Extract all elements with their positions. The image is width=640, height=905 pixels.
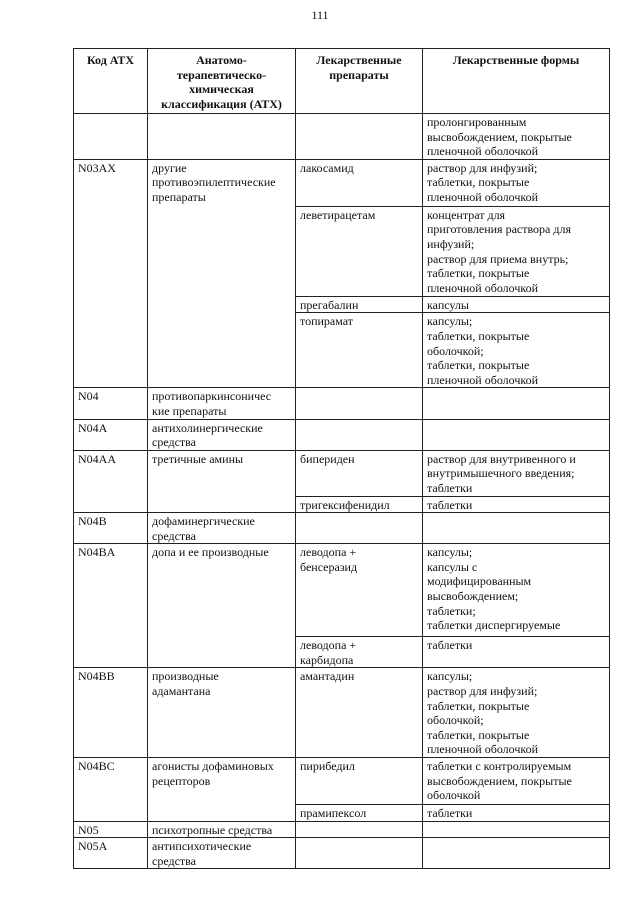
table-cell xyxy=(74,114,148,160)
table-cell: третичные амины xyxy=(148,450,296,512)
table-cell xyxy=(423,821,610,838)
table-row xyxy=(74,114,610,160)
table-cell xyxy=(423,419,610,450)
header-drugs: Лекарственные препараты xyxy=(296,49,423,114)
table-row xyxy=(74,758,610,805)
table-cell: N04BB xyxy=(74,668,148,758)
table-cell xyxy=(296,821,423,838)
table-cell: лакосамид xyxy=(296,159,423,206)
table-cell: раствор для инфузий; таблетки, покрытые пленочной оболочкой xyxy=(423,159,610,206)
table-row xyxy=(74,821,610,838)
table-cell: агонисты дофаминовых рецепторов xyxy=(148,758,296,822)
table-cell xyxy=(296,388,423,419)
table-cell: N04 xyxy=(74,388,148,419)
table-row xyxy=(74,668,610,758)
header-atx-classification: Анатомо- терапевтическо- химическая классификация (АТХ) xyxy=(148,49,296,114)
header-atx-code: Код АТХ xyxy=(74,49,148,114)
table-cell: амантадин xyxy=(296,668,423,758)
table-cell: N04BA xyxy=(74,544,148,668)
table-cell: N03AX xyxy=(74,159,148,388)
table-cell: прамипексол xyxy=(296,805,423,822)
table-cell xyxy=(296,838,423,869)
table-cell: капсулы; капсулы с модифицированным высвобождением; таблетки; таблетки диспергируемые xyxy=(423,544,610,637)
table-row xyxy=(74,388,610,419)
table-row xyxy=(74,450,610,496)
table-cell: леводопа + бенсеразид xyxy=(296,544,423,637)
table-cell: N04B xyxy=(74,513,148,544)
table-row xyxy=(74,838,610,869)
table-row xyxy=(74,513,610,544)
table-cell: таблетки с контролируемым высвобождением, покрытые оболочкой xyxy=(423,758,610,805)
table-row xyxy=(74,159,610,206)
table-cell xyxy=(296,513,423,544)
table-cell: противопаркинсоничес кие препараты xyxy=(148,388,296,419)
atx-drug-table xyxy=(73,48,610,869)
table-cell: N05 xyxy=(74,821,148,838)
table-cell: пирибедил xyxy=(296,758,423,805)
table-cell: допа и ее производные xyxy=(148,544,296,668)
header-dosage-forms: Лекарственные формы xyxy=(423,49,610,114)
table-cell: концентрат для приготовления раствора для инфузий; раствор для приема внутрь; таблетки, покрытые пленочной оболочкой xyxy=(423,206,610,296)
table-cell: топирамат xyxy=(296,313,423,388)
table-cell xyxy=(296,114,423,160)
table-cell: психотропные средства xyxy=(148,821,296,838)
table-header-row xyxy=(74,49,610,114)
table-cell: прегабалин xyxy=(296,296,423,313)
table-cell xyxy=(296,419,423,450)
table-cell xyxy=(423,838,610,869)
table-cell: тригексифенидил xyxy=(296,496,423,513)
table-cell: капсулы; раствор для инфузий; таблетки, покрытые оболочкой; таблетки, покрытые пленочной оболочкой xyxy=(423,668,610,758)
table-cell xyxy=(148,114,296,160)
table-cell: леветирацетам xyxy=(296,206,423,296)
table-cell: N05A xyxy=(74,838,148,869)
table-cell: N04AA xyxy=(74,450,148,512)
table-row xyxy=(74,419,610,450)
table-cell: другие противоэпилептические препараты xyxy=(148,159,296,388)
table-cell: пролонгированным высвобождением, покрытые пленочной оболочкой xyxy=(423,114,610,160)
table-cell: N04A xyxy=(74,419,148,450)
table-cell xyxy=(423,513,610,544)
table-cell xyxy=(423,388,610,419)
table-cell: капсулы; таблетки, покрытые оболочкой; таблетки, покрытые пленочной оболочкой xyxy=(423,313,610,388)
table-cell: леводопа + карбидопа xyxy=(296,637,423,668)
table-cell: производные адамантана xyxy=(148,668,296,758)
table-cell: дофаминергические средства xyxy=(148,513,296,544)
table-cell: таблетки xyxy=(423,496,610,513)
table-cell: таблетки xyxy=(423,637,610,668)
table-cell: таблетки xyxy=(423,805,610,822)
table-cell: раствор для внутривенного и внутримышечного введения; таблетки xyxy=(423,450,610,496)
table-cell: антипсихотические средства xyxy=(148,838,296,869)
table-cell: капсулы xyxy=(423,296,610,313)
page-number: 111 xyxy=(311,8,329,22)
table-cell: антихолинергические средства xyxy=(148,419,296,450)
table-cell: N04BC xyxy=(74,758,148,822)
table-body xyxy=(74,114,610,869)
table-cell: бипериден xyxy=(296,450,423,496)
table-row xyxy=(74,544,610,637)
